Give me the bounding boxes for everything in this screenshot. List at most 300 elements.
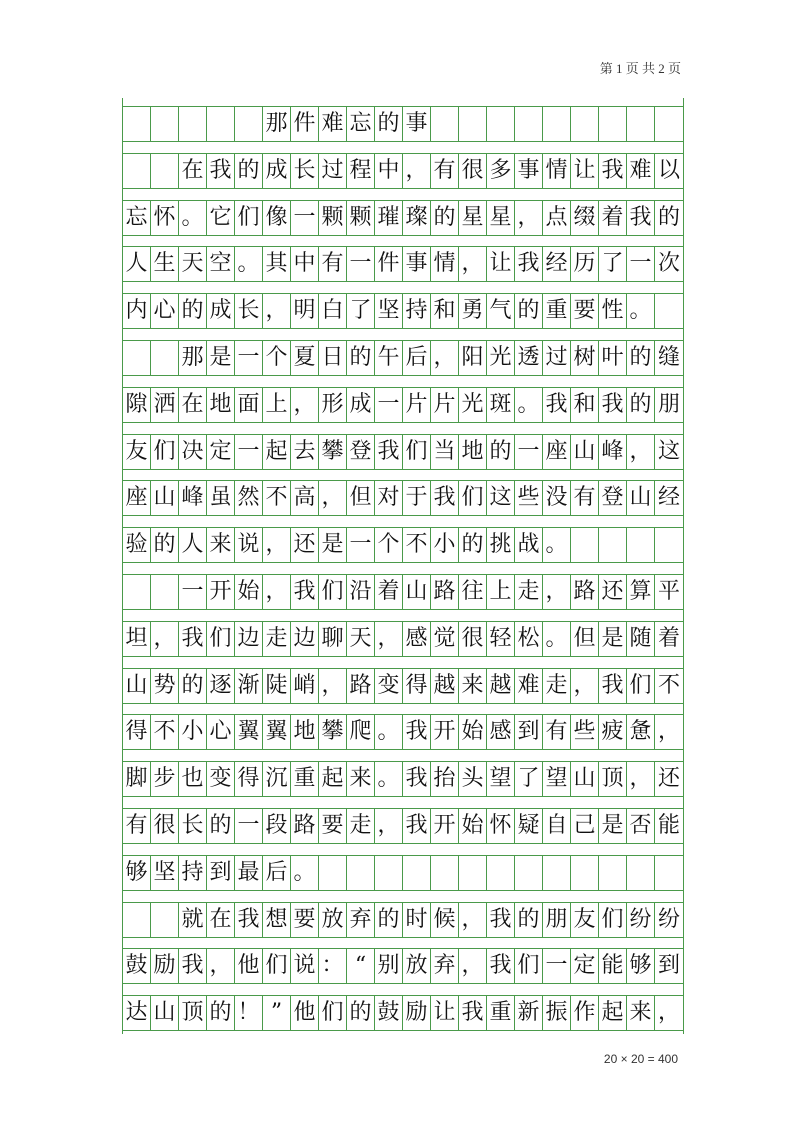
grid-row [123, 246, 683, 282]
grid-cell: 事 [403, 107, 431, 141]
grid-cell: 励 [403, 996, 431, 1030]
grid-cell: 不 [657, 672, 680, 698]
grid-cell: 来 [207, 528, 235, 562]
grid-cell: 缀 [571, 201, 599, 235]
grid-cell: 一 [375, 388, 403, 422]
grid-cell: 候 [431, 903, 459, 937]
grid-cell [151, 107, 179, 141]
grid-cell: 我 [207, 154, 235, 188]
grid-cell: 成 [263, 154, 291, 188]
grid-cell: 路 [291, 809, 319, 843]
grid-cell: 走 [515, 575, 543, 609]
grid-cell: ， [657, 719, 680, 745]
grid-cell [627, 856, 655, 890]
grid-cell: 们 [627, 669, 655, 703]
grid-cell: 路 [571, 575, 599, 609]
grid-cell [571, 107, 599, 141]
grid-row [123, 340, 683, 376]
grid-cell [151, 341, 179, 375]
grid-cell: 要 [571, 294, 599, 328]
grid-cell: 还 [657, 766, 680, 792]
grid-cell: 的 [375, 903, 403, 937]
grid-cell: 我 [403, 762, 431, 796]
grid-row [123, 480, 683, 516]
grid-cell: 在 [179, 388, 207, 422]
grid-cell: 友 [571, 903, 599, 937]
grid-cell: 脚 [123, 762, 151, 796]
grid-cell: 的 [487, 435, 515, 469]
grid-cell: 的 [347, 341, 375, 375]
grid-cell: 那 [263, 107, 291, 141]
grid-cell: 说 [291, 949, 319, 983]
grid-cell: 峰 [599, 435, 627, 469]
grid-cell: 沉 [263, 762, 291, 796]
grid-cell: 攀 [319, 435, 347, 469]
grid-cell: 还 [599, 575, 627, 609]
grid-cell: 光 [459, 388, 487, 422]
grid-cell: 怀 [487, 809, 515, 843]
grid-cell [319, 856, 347, 890]
grid-cell: 。 [179, 201, 207, 235]
grid-cell: 山 [123, 669, 151, 703]
grid-cell: 的 [657, 204, 680, 230]
grid-cell [431, 107, 459, 141]
grid-cell [487, 856, 515, 890]
grid-cell: 但 [347, 481, 375, 515]
grid-cell: 的 [515, 903, 543, 937]
grid-cell: ， [571, 669, 599, 703]
grid-cell: 越 [431, 669, 459, 703]
grid-cell: ， [403, 154, 431, 188]
grid-cell: 顶 [179, 996, 207, 1030]
grid-cell: 我 [235, 903, 263, 937]
grid-cell: 望 [487, 762, 515, 796]
grid-row [123, 855, 683, 891]
grid-cell: 当 [431, 435, 459, 469]
grid-cell: 情 [543, 154, 571, 188]
grid-cell [123, 154, 151, 188]
grid-cell: 难 [319, 107, 347, 141]
grid-row [123, 808, 683, 844]
grid-cell [375, 856, 403, 890]
grid-cell: ， [207, 949, 235, 983]
grid-cell: 勇 [459, 294, 487, 328]
grid-cell: ， [319, 481, 347, 515]
grid-cell: 随 [627, 622, 655, 656]
grid-cell [571, 528, 599, 562]
grid-cell: 的 [627, 388, 655, 422]
grid-row [123, 574, 683, 610]
grid-cell: 算 [627, 575, 655, 609]
grid-cell: 山 [571, 762, 599, 796]
grid-cell: 些 [571, 715, 599, 749]
grid-cell: ， [263, 294, 291, 328]
grid-cell: 经 [657, 485, 680, 511]
grid-cell: 战 [515, 528, 543, 562]
grid-cell: 颗 [319, 201, 347, 235]
grid-cell: 翼 [263, 715, 291, 749]
grid-cell: 座 [123, 481, 151, 515]
grid-cell: ， [627, 435, 655, 469]
grid-cell: 走 [543, 669, 571, 703]
grid-cell: 变 [375, 669, 403, 703]
grid-cell: 个 [375, 528, 403, 562]
grid-cell: 纷 [627, 903, 655, 937]
grid-cell: 是 [599, 622, 627, 656]
grid-cell [207, 107, 235, 141]
grid-cell: 山 [151, 481, 179, 515]
grid-cell: 忘 [347, 107, 375, 141]
grid-cell: 们 [599, 903, 627, 937]
grid-cell: ， [151, 622, 179, 656]
grid-cell: 心 [151, 294, 179, 328]
grid-cell [543, 856, 571, 890]
grid-cell: 人 [179, 528, 207, 562]
grid-cell: 们 [515, 949, 543, 983]
grid-cell: ， [543, 575, 571, 609]
grid-cell: 于 [403, 481, 431, 515]
grid-cell: 璨 [403, 201, 431, 235]
grid-cell: 心 [207, 715, 235, 749]
grid-cell: 疲 [599, 715, 627, 749]
grid-cell: 放 [403, 949, 431, 983]
grid-cell: 来 [459, 669, 487, 703]
grid-cell [655, 528, 683, 562]
grid-cell: 山 [151, 996, 179, 1030]
grid-cell: 情 [431, 247, 459, 281]
grid-cell: 星 [459, 201, 487, 235]
grid-cell: 起 [599, 996, 627, 1030]
grid-cell: 们 [319, 575, 347, 609]
grid-cell: 别 [375, 949, 403, 983]
grid-cell: 们 [263, 949, 291, 983]
grid-cell: 地 [459, 435, 487, 469]
grid-cell: 有 [431, 154, 459, 188]
grid-cell: 头 [459, 762, 487, 796]
grid-cell [515, 856, 543, 890]
grid-cell: 着 [375, 575, 403, 609]
grid-cell: 阳 [459, 341, 487, 375]
grid-cell: 始 [459, 715, 487, 749]
grid-cell: 洒 [151, 388, 179, 422]
grid-cell: 鼓 [375, 996, 403, 1030]
manuscript-grid [122, 98, 684, 1034]
grid-cell: 性 [599, 294, 627, 328]
grid-cell: 过 [543, 341, 571, 375]
grid-cell: 的 [151, 528, 179, 562]
grid-row [123, 527, 683, 563]
grid-cell: 空 [207, 247, 235, 281]
grid-cell: 要 [291, 903, 319, 937]
grid-cell: 颗 [347, 201, 375, 235]
grid-cell: 光 [487, 341, 515, 375]
grid-cell: 我 [403, 809, 431, 843]
grid-cell: 新 [515, 996, 543, 1030]
grid-row [123, 714, 683, 750]
grid-cell: 。 [543, 528, 571, 562]
grid-cell: 日 [319, 341, 347, 375]
grid-cell: 去 [291, 435, 319, 469]
grid-cell: 始 [235, 575, 263, 609]
grid-cell: ， [657, 1000, 680, 1026]
grid-cell: 的 [515, 294, 543, 328]
grid-cell: 件 [375, 247, 403, 281]
grid-cell: 一 [347, 528, 375, 562]
grid-cell: 振 [543, 996, 571, 1030]
grid-cell: 了 [347, 294, 375, 328]
grid-cell: 我 [599, 669, 627, 703]
word-count: 20 × 20 = 400 [603, 1052, 678, 1066]
grid-cell: 一 [179, 575, 207, 609]
grid-cell: 我 [487, 949, 515, 983]
grid-cell: 到 [515, 715, 543, 749]
grid-cell: 人 [123, 247, 151, 281]
grid-cell: 惫 [627, 715, 655, 749]
grid-cell: 他 [291, 996, 319, 1030]
grid-cell [543, 107, 571, 141]
grid-cell: 得 [235, 762, 263, 796]
grid-cell [151, 575, 179, 609]
grid-cell: 在 [179, 154, 207, 188]
grid-cell [431, 856, 459, 890]
grid-row [123, 902, 683, 938]
grid-cell: 隙 [123, 388, 151, 422]
grid-cell: 们 [235, 201, 263, 235]
grid-cell: 就 [179, 903, 207, 937]
grid-cell: 鼓 [123, 949, 151, 983]
grid-cell: 气 [487, 294, 515, 328]
grid-cell: 够 [123, 856, 151, 890]
grid-cell: 一 [627, 247, 655, 281]
grid-cell [179, 107, 207, 141]
grid-cell: 明 [291, 294, 319, 328]
grid-cell: 一 [291, 201, 319, 235]
grid-cell: ， [263, 575, 291, 609]
grid-cell: 了 [515, 762, 543, 796]
grid-cell: 忘 [123, 201, 151, 235]
grid-cell: 它 [207, 201, 235, 235]
grid-cell: 其 [263, 247, 291, 281]
grid-cell: 怀 [151, 201, 179, 235]
grid-cell: 历 [571, 247, 599, 281]
grid-cell: 的 [347, 996, 375, 1030]
grid-cell: 励 [151, 949, 179, 983]
grid-cell: 渐 [235, 669, 263, 703]
grid-cell: 疑 [515, 809, 543, 843]
grid-cell: 片 [403, 388, 431, 422]
grid-cell: 们 [151, 435, 179, 469]
grid-cell: 步 [151, 762, 179, 796]
grid-cell: 段 [263, 809, 291, 843]
grid-cell: 一 [235, 809, 263, 843]
grid-cell: 一 [543, 949, 571, 983]
grid-cell: 缝 [657, 345, 680, 370]
grid-cell: 像 [263, 201, 291, 235]
grid-cell: 树 [571, 341, 599, 375]
grid-cell: ， [375, 809, 403, 843]
grid-cell: 长 [179, 809, 207, 843]
grid-cell: 然 [235, 481, 263, 515]
grid-row [123, 621, 683, 657]
grid-cell: 一 [347, 247, 375, 281]
grid-cell: 是 [319, 528, 347, 562]
grid-cell: 。 [543, 622, 571, 656]
grid-cell: ， [319, 669, 347, 703]
grid-cell [487, 107, 515, 141]
grid-cell: 起 [319, 762, 347, 796]
grid-cell: 白 [319, 294, 347, 328]
grid-cell: 平 [657, 579, 680, 604]
grid-row [123, 153, 683, 189]
grid-row [123, 200, 683, 236]
grid-cell: 边 [291, 622, 319, 656]
grid-row [123, 434, 683, 470]
grid-cell: ， [459, 949, 487, 983]
grid-cell: 山 [403, 575, 431, 609]
grid-cell: 们 [403, 435, 431, 469]
grid-cell: 我 [487, 903, 515, 937]
grid-cell: 望 [543, 762, 571, 796]
grid-cell [599, 107, 627, 141]
grid-cell: 的 [375, 107, 403, 141]
grid-cell [599, 528, 627, 562]
grid-cell: 持 [179, 856, 207, 890]
grid-cell: 逐 [207, 669, 235, 703]
grid-cell: 不 [263, 481, 291, 515]
grid-cell: 们 [319, 996, 347, 1030]
grid-cell: 内 [123, 294, 151, 328]
grid-cell [347, 856, 375, 890]
grid-cell: 边 [235, 622, 263, 656]
grid-cell: 友 [123, 435, 151, 469]
grid-cell: 片 [431, 388, 459, 422]
grid-cell: 能 [599, 949, 627, 983]
grid-cell: 重 [543, 294, 571, 328]
grid-cell: 中 [375, 154, 403, 188]
grid-cell: 的 [431, 201, 459, 235]
grid-cell: 很 [459, 622, 487, 656]
grid-cell: 决 [179, 435, 207, 469]
grid-cell: 开 [431, 809, 459, 843]
grid-cell [571, 856, 599, 890]
grid-cell: 走 [263, 622, 291, 656]
grid-cell: 我 [375, 435, 403, 469]
grid-cell [151, 903, 179, 937]
grid-cell: 我 [459, 996, 487, 1030]
grid-cell: 他 [235, 949, 263, 983]
grid-cell: 天 [347, 622, 375, 656]
grid-cell: ， [459, 247, 487, 281]
grid-row [123, 293, 683, 329]
grid-row [123, 668, 683, 704]
grid-cell: 些 [515, 481, 543, 515]
grid-cell: 弃 [431, 949, 459, 983]
grid-cell: 。 [235, 247, 263, 281]
grid-cell: 走 [347, 809, 375, 843]
grid-cell [655, 856, 683, 890]
grid-cell: 夏 [291, 341, 319, 375]
grid-cell [627, 528, 655, 562]
grid-cell: ， [263, 528, 291, 562]
grid-cell: ， [375, 622, 403, 656]
grid-cell: 有 [571, 481, 599, 515]
grid-cell: 验 [123, 528, 151, 562]
grid-cell: 一 [235, 341, 263, 375]
grid-cell: ： [319, 949, 347, 983]
grid-cell: 没 [543, 481, 571, 515]
grid-cell: 翼 [235, 715, 263, 749]
grid-cell: 小 [179, 715, 207, 749]
grid-cell: 要 [319, 809, 347, 843]
grid-cell: 达 [123, 996, 151, 1030]
grid-cell: 后 [403, 341, 431, 375]
grid-cell: 是 [599, 809, 627, 843]
grid-cell: 得 [403, 669, 431, 703]
grid-cell: 一 [235, 435, 263, 469]
grid-cell: 但 [571, 622, 599, 656]
grid-cell [655, 107, 683, 141]
grid-cell: 长 [291, 154, 319, 188]
grid-cell: 午 [375, 341, 403, 375]
grid-cell: 让 [431, 996, 459, 1030]
grid-cell: 上 [263, 388, 291, 422]
grid-cell: 很 [459, 154, 487, 188]
grid-cell: 难 [627, 154, 655, 188]
grid-cell: 上 [487, 575, 515, 609]
grid-cell: 经 [543, 247, 571, 281]
grid-cell: 我 [291, 575, 319, 609]
grid-cell: 作 [571, 996, 599, 1030]
grid-cell: 定 [571, 949, 599, 983]
grid-cell: 过 [319, 154, 347, 188]
grid-cell: 。 [375, 715, 403, 749]
grid-cell: 事 [403, 247, 431, 281]
grid-cell: 说 [235, 528, 263, 562]
grid-row [123, 948, 683, 984]
grid-cell [515, 107, 543, 141]
grid-cell: 松 [515, 622, 543, 656]
grid-cell: 难 [515, 669, 543, 703]
grid-cell [235, 107, 263, 141]
grid-cell: 攀 [319, 715, 347, 749]
grid-cell: 挑 [487, 528, 515, 562]
grid-cell: 定 [207, 435, 235, 469]
grid-cell: 那 [179, 341, 207, 375]
grid-cell: 形 [319, 388, 347, 422]
grid-cell: 的 [459, 528, 487, 562]
grid-cell: 峰 [179, 481, 207, 515]
grid-cell [123, 107, 151, 141]
grid-cell: 聊 [319, 622, 347, 656]
grid-cell: 我 [403, 715, 431, 749]
grid-cell: 着 [599, 201, 627, 235]
grid-cell: 以 [657, 157, 680, 183]
grid-cell: 势 [151, 669, 179, 703]
grid-cell: 们 [207, 622, 235, 656]
grid-cell: 觉 [431, 622, 459, 656]
grid-cell: 感 [403, 622, 431, 656]
grid-cell: 程 [347, 154, 375, 188]
grid-cell: 持 [403, 294, 431, 328]
grid-cell: 弃 [347, 903, 375, 937]
grid-cell: 我 [627, 201, 655, 235]
grid-cell: 来 [347, 762, 375, 796]
grid-cell: 想 [263, 903, 291, 937]
grid-cell: 朋 [657, 391, 680, 417]
grid-cell: 高 [291, 481, 319, 515]
grid-cell: 重 [291, 762, 319, 796]
grid-cell: 山 [627, 481, 655, 515]
